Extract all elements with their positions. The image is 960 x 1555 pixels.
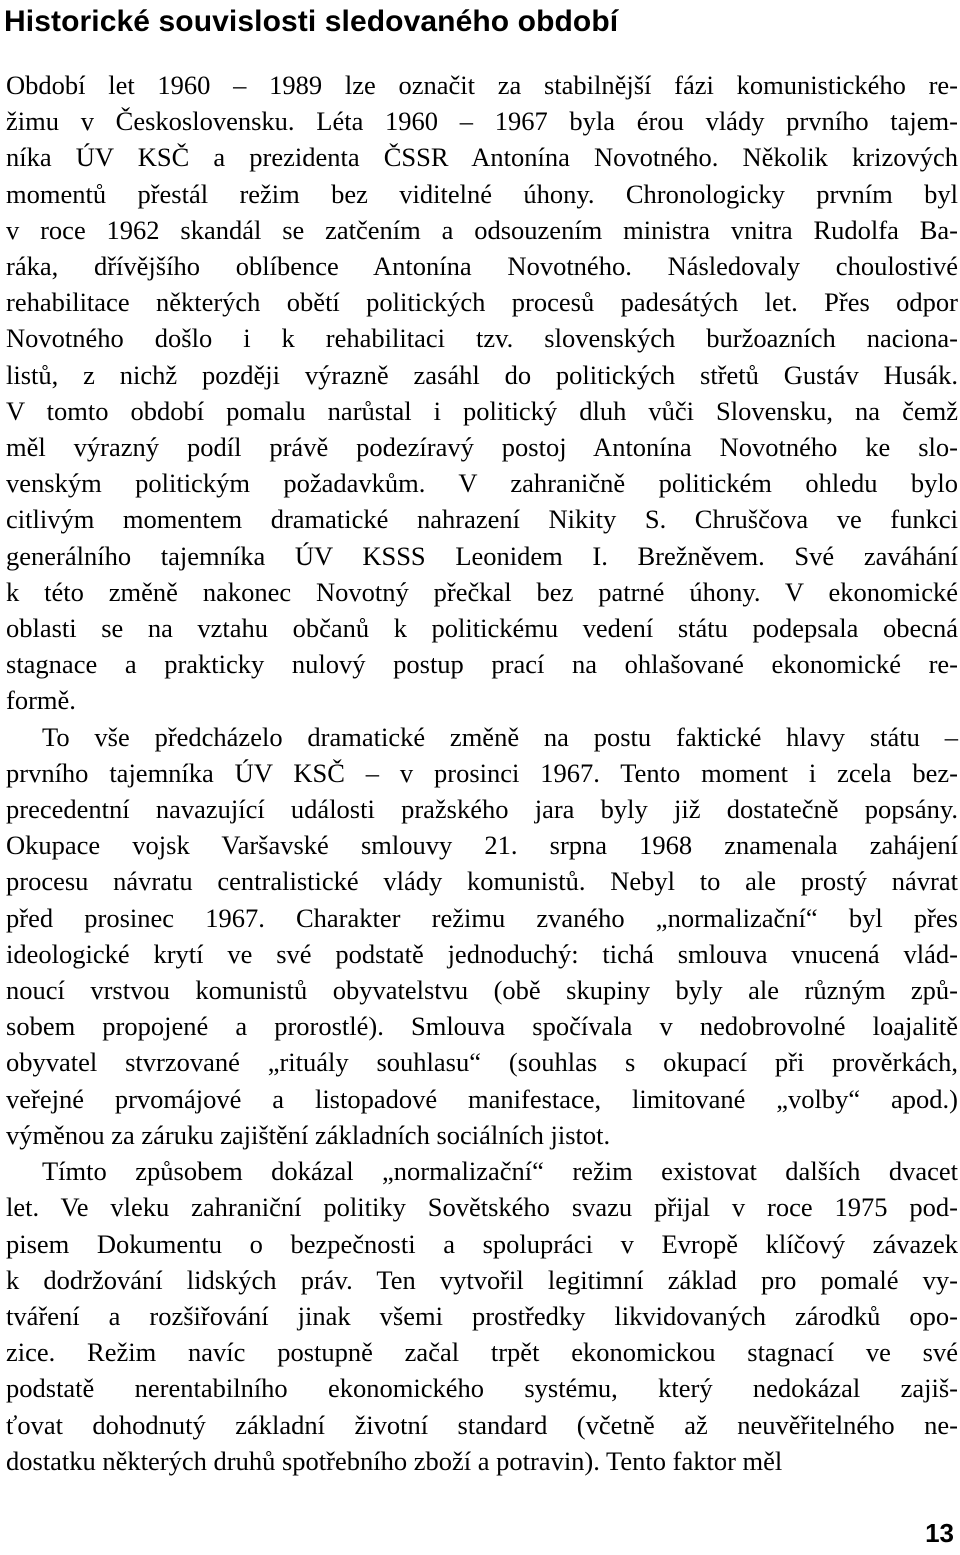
section-heading: Historické souvislosti sledovaného období <box>4 5 619 38</box>
body-text <box>6 67 958 1479</box>
text-line: Novotného došlo i k rehabilitaci tzv. slovenských buržoazních naciona- <box>6 323 958 354</box>
text-line: rehabilitace některých obětí politických procesů padesátých let. Přes odpor <box>6 287 958 318</box>
text-line: listů, z nichž později výrazně zasáhl do politických střetů Gustáv Husák. <box>6 359 958 390</box>
text-line: podstatě nerentabilního ekonomického systému, který nedokázal zajiš- <box>6 1373 958 1404</box>
page-number: 13 <box>925 1518 954 1548</box>
text-line: k dodržování lidských práv. Ten vytvořil legitimní základ pro pomalé vy- <box>6 1264 958 1295</box>
text-line: precedentní navazující události pražského jara byly již dostatečně popsány. <box>6 794 958 825</box>
text-line: let. Ve vleku zahraniční politiky Sovětského svazu přijal v roce 1975 pod- <box>6 1192 958 1223</box>
text-line: prvního tajemníka ÚV KSČ – v prosinci 1967. Tento moment i zcela bez- <box>6 757 958 788</box>
text-line: měl výrazný podíl právě podezíravý postoj Antonína Novotného ke slo- <box>6 432 958 463</box>
text-line: zice. Režim navíc postupně začal trpět ekonomickou stagnací ve své <box>6 1337 958 1368</box>
text-line: momentů přestál režim bez viditelné úhony. Chronologicky prvním byl <box>6 178 958 209</box>
text-line: noucí vrstvou komunistů obyvatelstvu (obě skupiny byly ale různým způ- <box>6 975 958 1006</box>
text-line: generálního tajemníka ÚV KSSS Leonidem I. Brežněvem. Své zaváhání <box>6 540 958 571</box>
text-line: sobem propojené a prorostlé). Smlouva spočívala v nedobrovolné loajalitě <box>6 1011 958 1042</box>
paragraph-2 <box>6 719 958 1153</box>
text-line: citlivým momentem dramatické nahrazení Nikity S. Chruščova ve funkci <box>6 504 958 535</box>
text-line: v roce 1962 skandál se zatčením a odsouzením ministra vnitra Rudolfa Ba- <box>6 214 958 245</box>
text-line: ideologické krytí ve své podstatě jednoduchý: tichá smlouva vnucená vlád- <box>6 938 958 969</box>
text-line: procesu návratu centralistické vlády komunistů. Nebyl to ale prostý návrat <box>6 866 958 897</box>
text-line: ťovat dohodnutý základní životní standard (včetně až neuvěřitelného ne- <box>6 1409 958 1440</box>
text-line: tváření a rozšiřování jinak všemi prostředky likvidovaných zárodků opo- <box>6 1300 958 1331</box>
text-line: k této změně nakonec Novotný přečkal bez patrné úhony. V ekonomické <box>6 576 958 607</box>
text-line: výměnou za záruku zajištění základních sociálních jistot. <box>6 1119 611 1150</box>
text-line: formě. <box>6 685 76 716</box>
text-line: žimu v Československu. Léta 1960 – 1967 byla érou vlády prvního tajem- <box>6 106 958 137</box>
text-line: níka ÚV KSČ a prezidenta ČSSR Antonína Novotného. Několik krizových <box>6 142 958 173</box>
text-line: V tomto období pomalu narůstal i politický dluh vůči Slovensku, na čemž <box>6 395 958 426</box>
text-line: pisem Dokumentu o bezpečnosti a spolupráci v Evropě klíčový závazek <box>6 1228 958 1259</box>
text-line: Období let 1960 – 1989 lze označit za stabilnější fázi komunistického re- <box>6 70 958 100</box>
text-line: ráka, dřívějšího oblíbence Antonína Novotného. Následovaly choulostivé <box>6 251 958 282</box>
text-line: před prosinec 1967. Charakter režimu zvaného „normalizační“ byl přes <box>6 902 958 933</box>
text-line: dostatku některých druhů spotřebního zboží a potravin). Tento faktor měl <box>6 1445 783 1476</box>
text-line: To vše předcházelo dramatické změně na postu faktické hlavy státu – <box>42 721 958 752</box>
paragraph-1 <box>6 67 958 719</box>
paragraph-3 <box>6 1153 958 1479</box>
text-line: oblasti se na vztahu občanů k politickému vedení státu podepsala obecná <box>6 613 958 644</box>
text-line: Tímto způsobem dokázal „normalizační“ režim existovat dalších dvacet <box>42 1156 958 1187</box>
text-line: veřejné prvomájové a listopadové manifestace, limitované „volby“ apod.) <box>6 1083 958 1114</box>
text-line: venským politickým požadavkům. V zahraničně politickém ohledu bylo <box>6 468 958 499</box>
text-line: Okupace vojsk Varšavské smlouvy 21. srpna 1968 znamenala zahájení <box>6 830 958 861</box>
text-line: obyvatel stvrzované „rituály souhlasu“ (souhlas s okupací při prověrkách, <box>6 1047 958 1078</box>
text-line: stagnace a prakticky nulový postup prací na ohlašované ekonomické re- <box>6 649 958 680</box>
